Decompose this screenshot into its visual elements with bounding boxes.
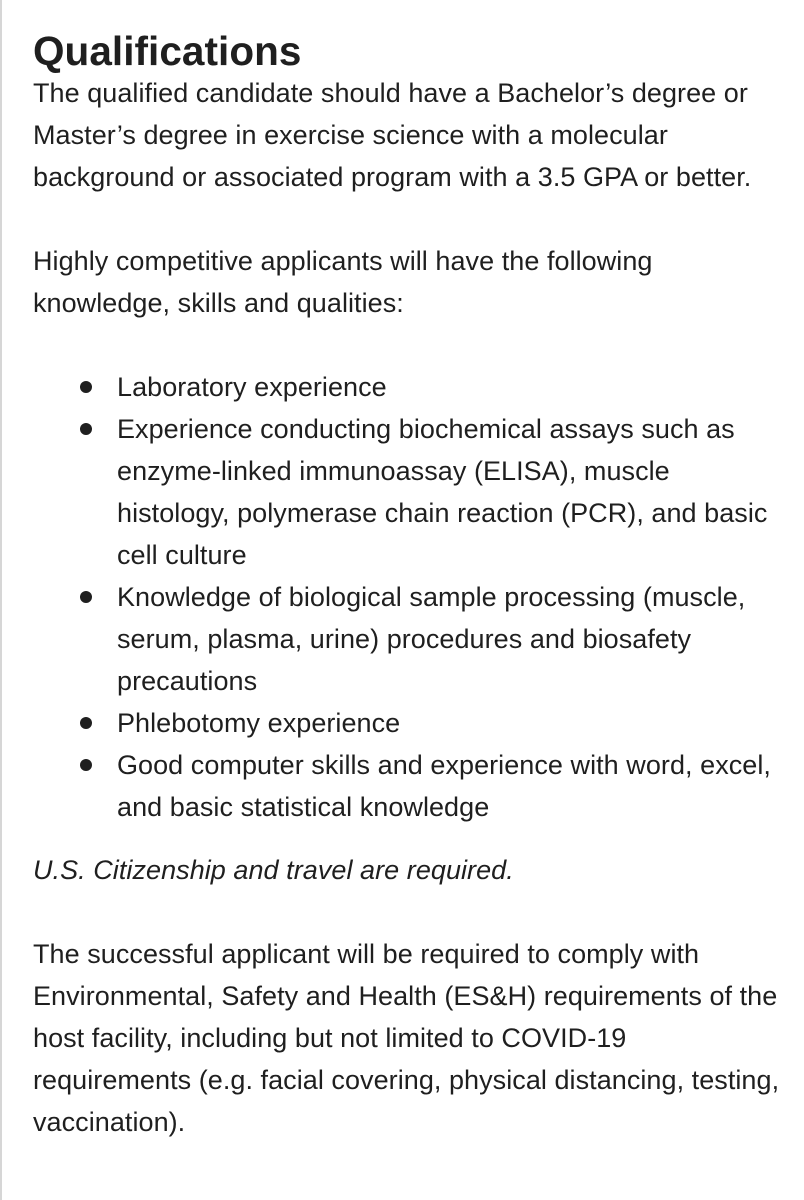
qualities-list xyxy=(33,366,783,828)
bullet-icon xyxy=(80,759,92,771)
list-item-text: Phlebotomy experience xyxy=(117,708,401,738)
section-title: Qualifications xyxy=(33,28,302,74)
competitive-applicants-paragraph: Highly competitive applicants will have the following knowledge, skills and qualities: xyxy=(33,246,653,318)
bullet-icon xyxy=(80,381,92,393)
list-item xyxy=(117,408,783,576)
list-item-text: Laboratory experience xyxy=(117,372,387,402)
qualifications-section xyxy=(33,30,783,1143)
bullet-icon xyxy=(80,423,92,435)
left-border xyxy=(0,0,2,1200)
list-item xyxy=(117,576,783,702)
compliance-paragraph: The successful applicant will be required to comply with Environmental, Safety and Health (ES&H) requirements of the host facility, including but not limited to COVID-19 requirements (e.g. facial covering, physical distancing, testing, vaccination). xyxy=(33,939,780,1137)
list-item-text: Knowledge of biological sample processing (muscle, serum, plasma, urine) procedures and biosafety precautions xyxy=(117,582,746,696)
list-item xyxy=(117,744,783,828)
bullet-icon xyxy=(80,591,92,603)
bullet-icon xyxy=(80,717,92,729)
degree-requirement-paragraph: The qualified candidate should have a Bachelor’s degree or Master’s degree in exercise science with a molecular background or associated program with a 3.5 GPA or better. xyxy=(33,78,752,192)
list-item xyxy=(117,702,783,744)
list-item-text: Experience conducting biochemical assays such as enzyme-linked immunoassay (ELISA), muscle histology, polymerase chain reaction (PCR), and basic cell culture xyxy=(117,414,768,570)
list-item-text: Good computer skills and experience with word, excel, and basic statistical knowledge xyxy=(117,750,771,822)
list-item xyxy=(117,366,783,408)
citizenship-note: U.S. Citizenship and travel are required. xyxy=(33,855,514,885)
